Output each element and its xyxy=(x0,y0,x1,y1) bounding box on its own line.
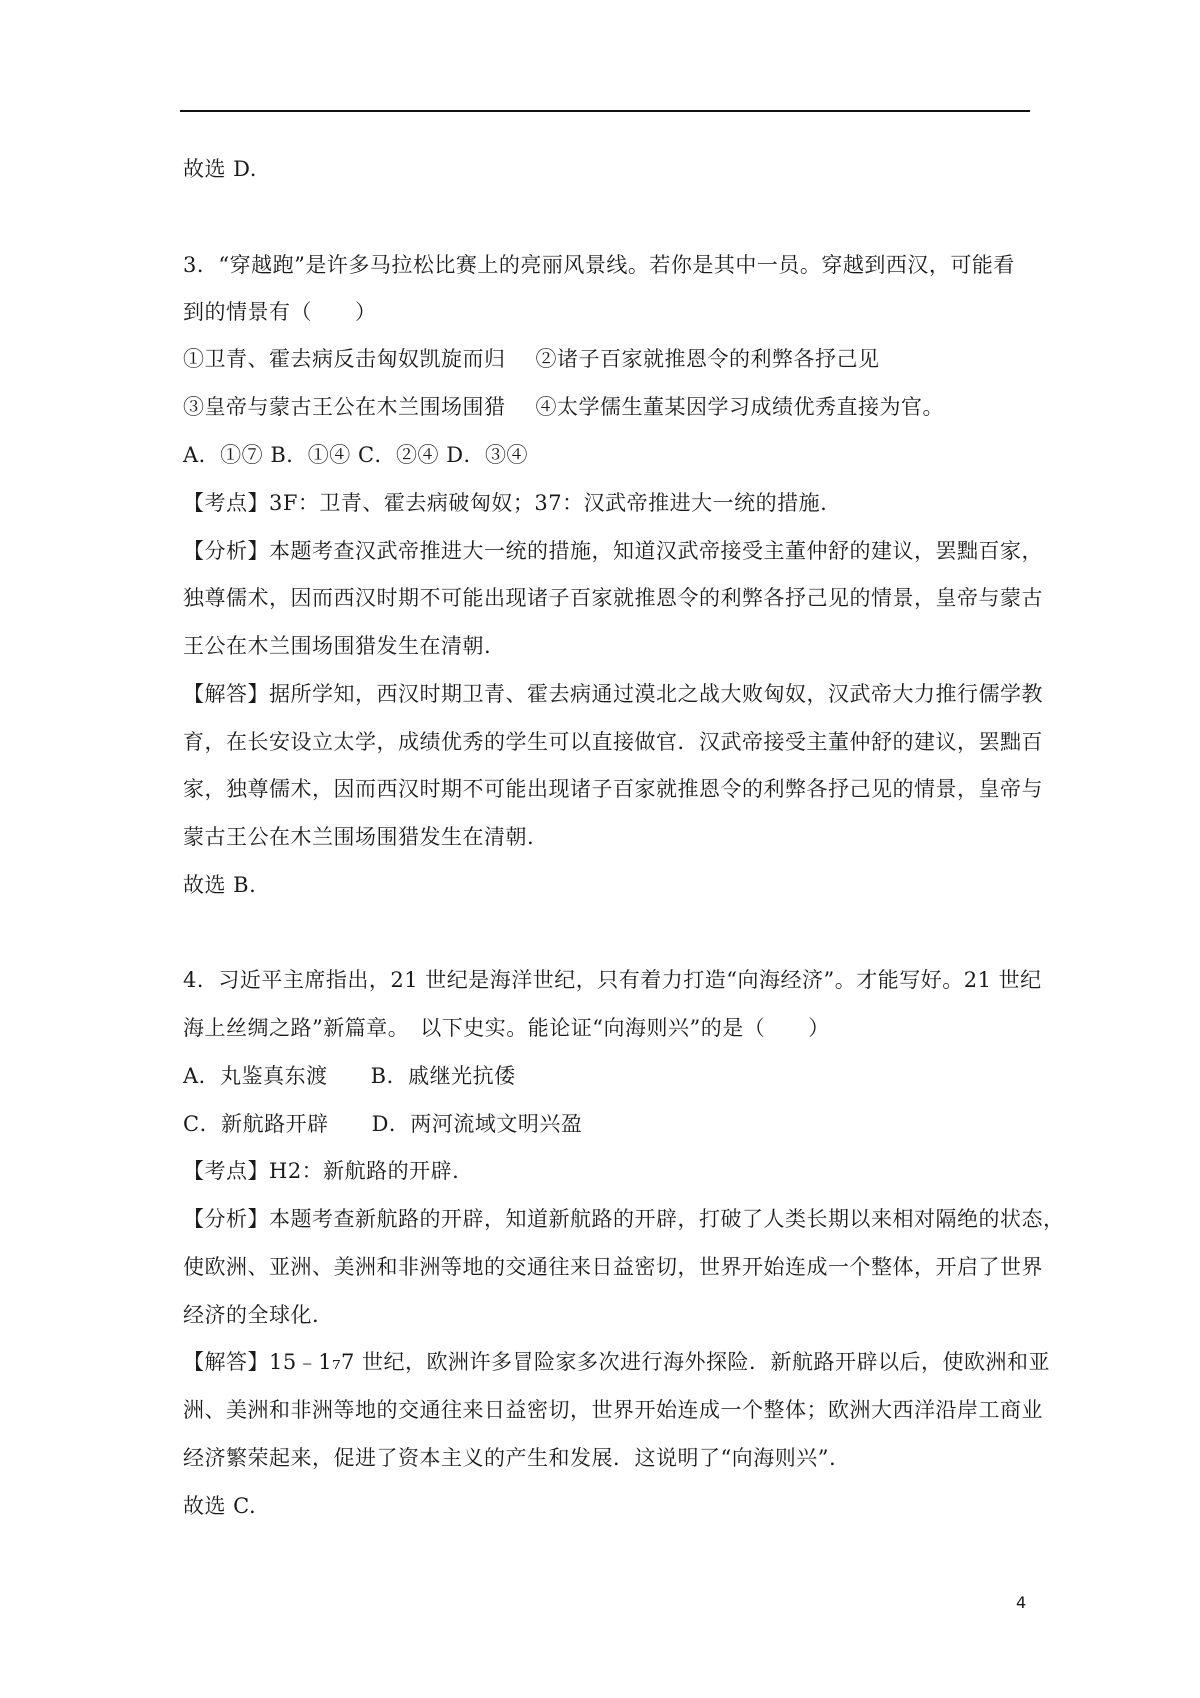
q4-fenxi-2: 使欧洲、亚洲、美洲和非洲等地的交通往来日益密切，世界开始连成一个整体，开启了世界 xyxy=(183,1255,1043,1279)
q4-jieda-1: 【解答】15﹣1₇7 世纪，欧洲许多冒险家多次进行海外探险．新航路开辟以后，使欧洲和亚 xyxy=(183,1350,1051,1374)
q3-stem-line2: 到的情景有（ ） xyxy=(183,300,377,324)
q4-stem-line2: 海上丝绸之路”新篇章。 以下史实。能论证“向海则兴”的是（ ） xyxy=(183,1016,830,1040)
q3-kaodian: 【考点】3F：卫青、霍去病破匈奴；37：汉武帝推进大一统的措施. xyxy=(183,491,828,515)
q4-fenxi-1: 【分析】本题考查新航路的开辟，知道新航路的开辟，打破了人类长期以来相对隔绝的状态， xyxy=(183,1207,1065,1231)
q3-options-row1 xyxy=(183,344,880,374)
q3-fenxi-3: 王公在木兰围场围猎发生在清朝. xyxy=(183,634,492,658)
q4-jieda-3: 经济繁荣起来，促进了资本主义的产生和发展．这说明了“向海则兴”. xyxy=(183,1446,837,1470)
q3-jieda-1: 【解答】据所学知，西汉时期卫青、霍去病通过漠北之战大败匈奴，汉武帝大力推行儒学教 xyxy=(183,682,1043,706)
header-rule xyxy=(180,110,1030,112)
q4-jieda-2: 洲、美洲和非洲等地的交通往来日益密切，世界开始连成一个整体；欧洲大西洋沿岸工商业 xyxy=(183,1398,1043,1422)
q4-kaodian: 【考点】H2：新航路的开辟. xyxy=(183,1159,460,1183)
q3-option-1: ①卫青、霍去病反击匈奴凯旋而归 xyxy=(183,347,506,371)
q3-option-3: ③皇帝与蒙古王公在木兰围场围猎 xyxy=(183,395,506,419)
q3-option-4: ④太学儒生董某因学习成绩优秀直接为官。 xyxy=(535,395,944,419)
q2-answer: 故选 D. xyxy=(183,157,257,181)
q4-fenxi-3: 经济的全球化. xyxy=(183,1303,320,1327)
q3-option-2: ②诸子百家就推恩令的利弊各抒己见 xyxy=(535,347,880,371)
q3-jieda-4: 蒙古王公在木兰围场围猎发生在清朝. xyxy=(183,825,535,849)
q4-answer: 故选 C. xyxy=(183,1494,257,1518)
q3-jieda-3: 家，独尊儒术，因而西汉时期不可能出现诸子百家就推恩令的利弊各抒己见的情景，皇帝与 xyxy=(183,777,1043,801)
q3-jieda-2: 育，在长安设立太学，成绩优秀的学生可以直接做官．汉武帝接受主董仲舒的建议，罢黜百 xyxy=(183,730,1043,754)
q3-fenxi-2: 独尊儒术，因而西汉时期不可能出现诸子百家就推恩令的利弊各抒己见的情景，皇帝与蒙古 xyxy=(183,586,1043,610)
q3-choices: A．①⑦ B．①④ C．②④ D．③④ xyxy=(183,443,529,467)
q3-answer: 故选 B. xyxy=(183,873,257,897)
page-number: 4 xyxy=(1016,1593,1027,1612)
q4-choices-ab: A．丸鉴真东渡 B．戚继光抗倭 xyxy=(183,1064,516,1088)
q4-stem-line1: 4．习近平主席指出，21 世纪是海洋世纪，只有着力打造“向海经济”。才能写好。21 世纪 xyxy=(183,968,1042,992)
q4-choices-cd: C．新航路开辟 D．两河流域文明兴盈 xyxy=(183,1112,583,1136)
q3-stem-line1: 3．“穿越跑”是许多马拉松比赛上的亮丽风景线。若你是其中一员。穿越到西汉，可能看 xyxy=(183,253,1015,277)
q3-options-row2 xyxy=(183,392,944,422)
q3-fenxi-1: 【分析】本题考查汉武帝推进大一统的措施，知道汉武帝接受主董仲舒的建议，罢黜百家， xyxy=(183,539,1043,563)
